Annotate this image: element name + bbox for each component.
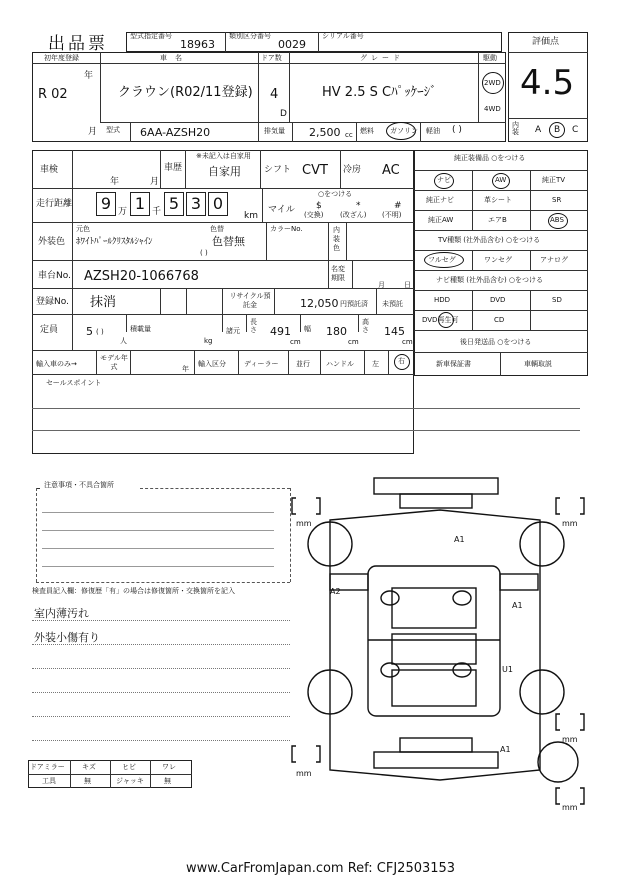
height-value: 145	[384, 325, 405, 338]
mile-altered: *	[356, 201, 361, 211]
equip-abs: ABS	[550, 216, 564, 224]
mm-rl: mm	[296, 769, 312, 778]
color-label: 外装色	[38, 237, 66, 247]
shift-value: CVT	[302, 163, 328, 178]
interior-a: A	[535, 125, 542, 135]
parallel-option: 並行	[296, 360, 310, 368]
class-no: 0029	[278, 38, 306, 51]
displacement: 2,500	[309, 126, 341, 139]
sheet-title: 出品票	[48, 34, 108, 54]
ac-label: 冷房	[343, 165, 362, 175]
mile-note: ○をつける	[318, 190, 353, 198]
use-value: 自家用	[208, 165, 241, 178]
use-note: ※未記入は自家用	[196, 152, 251, 160]
handle-left: 左	[372, 360, 379, 368]
import-label: 輸入車のみ→	[36, 360, 77, 368]
handle-right: 右	[398, 357, 405, 365]
length-value: 491	[270, 325, 291, 338]
reg-label: 登録No.	[36, 297, 69, 307]
man-unit: 万	[118, 207, 128, 217]
wheel-rear-right	[520, 670, 564, 714]
capacity-value: 5	[86, 325, 93, 338]
mm-spare: mm	[562, 803, 578, 810]
mile-exchange: $	[316, 201, 322, 211]
notes-label: 注意事項・不具合箇所	[44, 481, 114, 489]
tv-fullseg: フルセグ	[428, 256, 456, 264]
shaken-year: 年	[110, 177, 120, 187]
first-reg-label: 初年度登録	[44, 54, 79, 62]
mileage-digit-4-value: 3	[190, 194, 202, 213]
model-year-label: モデル年式	[100, 354, 128, 371]
legend-jack: ジャッキ	[116, 777, 144, 785]
equip-aw-genuine: 純正AW	[428, 216, 454, 224]
first-reg-value: R 02	[38, 87, 68, 102]
equip-leather: 革シート	[484, 196, 512, 204]
inspector-label: 検査員記入欄：修復歴「有」の場合は修復箇所・交換箇所を記入	[32, 587, 235, 595]
length-cm: cm	[290, 338, 301, 346]
equip-header: 純正装備品 ○をつける	[454, 154, 526, 162]
inspector-note-1: 室内薄汚れ	[34, 607, 89, 620]
mm-fl: mm	[296, 519, 312, 528]
interior-c: C	[572, 125, 579, 135]
capacity-paren: ( )	[96, 328, 104, 336]
wheel-front-right	[520, 522, 564, 566]
mileage-digit-1-value: 9	[100, 194, 112, 213]
shaken-label: 車検	[40, 165, 59, 175]
diagram-mark-a2: A2	[330, 587, 341, 596]
repaint-paren: ( )	[200, 249, 208, 257]
mile-unknown: #	[394, 201, 402, 211]
navi-cd: CD	[494, 316, 505, 324]
person-unit: 人	[120, 337, 127, 345]
name-change-label: 名変期限	[331, 265, 345, 282]
dealer-option: ディーラー	[244, 360, 279, 368]
sen-unit: 千	[152, 207, 162, 217]
legend-hibi: ヒビ	[122, 763, 136, 771]
mm-rr: mm	[562, 735, 578, 744]
fuel-diesel: 軽油	[426, 127, 440, 135]
inspector-note-2: 外装小傷有り	[34, 631, 100, 644]
mile-option: マイル	[268, 205, 295, 215]
import-type-label: 輸入区分	[198, 360, 226, 368]
orig-color-label: 元色	[76, 225, 90, 233]
diagram-mark-u1: U1	[502, 665, 513, 674]
car-name: クラウン(R02/11登録)	[118, 85, 253, 100]
tv-header: TV種類 (社外品含む) ○をつける	[438, 236, 541, 244]
recycle-unpaid: 未預託	[382, 300, 403, 308]
interior-label: 内装	[512, 121, 519, 136]
type-cert-label: 型式指定番号	[130, 32, 172, 40]
navi-sd: SD	[552, 296, 562, 304]
mileage-digit-3-value: 5	[168, 194, 180, 213]
chassis-value: AZSH20-1066768	[84, 269, 199, 284]
displacement-label: 排気量	[264, 127, 285, 135]
nc-month: 月	[378, 281, 385, 289]
footer-ref: www.CarFromJapan.com Ref: CFJ2503153	[186, 861, 456, 876]
tv-analog: アナログ	[540, 256, 568, 264]
color-value: ﾎﾜｲﾄﾊﾟｰﾙｸﾘｽﾀﾙｼｬｲﾝ	[76, 237, 153, 247]
class-label: 類別区分番号	[229, 32, 271, 40]
model-type-label: 型式	[106, 126, 120, 134]
equip-sr: SR	[552, 196, 562, 204]
height-cm: cm	[402, 338, 413, 346]
handle-label: ハンドル	[326, 360, 354, 368]
equip-navi-genuine: 純正ナビ	[426, 196, 454, 204]
model-year-nen: 年	[182, 365, 189, 373]
cc-unit: cc	[345, 131, 353, 139]
nc-day: 日	[404, 281, 411, 289]
color-no-label: 色替	[210, 225, 224, 233]
grade-score: 4.5	[520, 63, 575, 103]
diagram-mark-a1-top: A1	[454, 535, 465, 544]
fuel-gas: ガソリン	[390, 127, 418, 135]
model-type: 6AA-AZSH20	[140, 126, 211, 139]
drive-4wd: 4WD	[484, 105, 501, 113]
drive-label: 駆動	[483, 54, 497, 62]
grade-value: HV 2.5 S Cﾊﾟｯｹｰｼﾞ	[322, 85, 437, 100]
color-code-label: カラーNo.	[270, 225, 303, 233]
car-damage-diagram	[290, 470, 630, 810]
tv-oneseg: ワンセグ	[484, 256, 512, 264]
chassis-label: 車台No.	[38, 271, 71, 281]
diagram-mark-a1-bottom: A1	[500, 745, 511, 754]
navi-dvd-play: DVD再生可	[422, 316, 459, 324]
equip-tv: 純正TV	[542, 176, 566, 184]
spare-wheel	[538, 742, 578, 782]
sales-point-label: セールスポイント	[46, 379, 102, 387]
diagram-mark-a1-right: A1	[512, 601, 523, 610]
legend-mirror: ドアミラー	[30, 763, 65, 771]
navi-hdd: HDD	[434, 296, 451, 304]
first-reg-month-label: 月	[88, 127, 98, 137]
legend-jack-value: 無	[164, 777, 171, 785]
use-label: 車歴	[164, 163, 183, 173]
shift-label: シフト	[264, 165, 292, 175]
doors-label: ドア数	[261, 54, 282, 62]
mileage-digit-5-value: 0	[212, 194, 224, 213]
type-cert-no: 18963	[180, 38, 215, 51]
later-warranty: 新車保証書	[436, 360, 471, 368]
navi-dvd: DVD	[490, 296, 506, 304]
width-value: 180	[326, 325, 347, 338]
mileage-label: 走行距離	[36, 199, 73, 209]
car-name-label: 車名	[160, 54, 190, 62]
legend-ware: ワレ	[162, 763, 176, 771]
grade-label: グレード	[360, 54, 404, 62]
equip-navi: ナビ	[437, 176, 451, 184]
mile-unknown-sub: (不明)	[382, 211, 402, 219]
serial-label: シリアル番号	[322, 32, 364, 40]
drive-2wd: 2WD	[484, 79, 501, 87]
score-label: 評価点	[532, 37, 560, 47]
capacity-label: 定員	[40, 325, 59, 335]
recycle-value: 12,050	[300, 297, 339, 310]
mile-altered-sub: (改ざん)	[340, 211, 367, 219]
legend-tools: 工具	[42, 777, 56, 785]
fuel-paren: ( )	[452, 125, 462, 135]
height-label: 高さ	[362, 318, 369, 334]
width-label: 幅	[304, 325, 311, 333]
kg-unit: kg	[204, 337, 213, 345]
mm-fr: mm	[562, 519, 578, 528]
equip-airbag: エアB	[488, 216, 507, 224]
later-manual: 車輌取説	[524, 360, 552, 368]
ac-value: AC	[382, 163, 400, 178]
fuel-label: 燃料	[360, 127, 374, 135]
interior-b: B	[554, 125, 561, 135]
km-unit: km	[244, 211, 258, 221]
legend-kizu: キズ	[82, 763, 96, 771]
mileage-digit-2-value: 1	[134, 194, 146, 213]
recycle-label: リサイクル預託金	[229, 292, 271, 309]
reg-value: 抹消	[90, 295, 117, 310]
later-header: 後日発送品 ○をつける	[460, 338, 532, 346]
doors-d: D	[280, 109, 287, 119]
mile-exchange-sub: (交換)	[304, 211, 324, 219]
navi-header: ナビ種類 (社外品含む) ○をつける	[436, 276, 544, 284]
doors-value: 4	[270, 87, 279, 102]
recycle-unit: 円預託済	[340, 300, 368, 308]
dims-label: 諸元	[226, 327, 240, 335]
length-label: 長さ	[250, 318, 257, 334]
legend-tools-value: 無	[84, 777, 91, 785]
shaken-month: 月	[150, 177, 160, 187]
equip-aw: AW	[495, 176, 507, 184]
interior-color-label: 内装色	[333, 226, 340, 252]
first-reg-year-label: 年	[84, 71, 94, 81]
width-cm: cm	[348, 338, 359, 346]
load-label: 積載量	[130, 325, 151, 333]
repaint-value: 色替無	[212, 235, 245, 248]
